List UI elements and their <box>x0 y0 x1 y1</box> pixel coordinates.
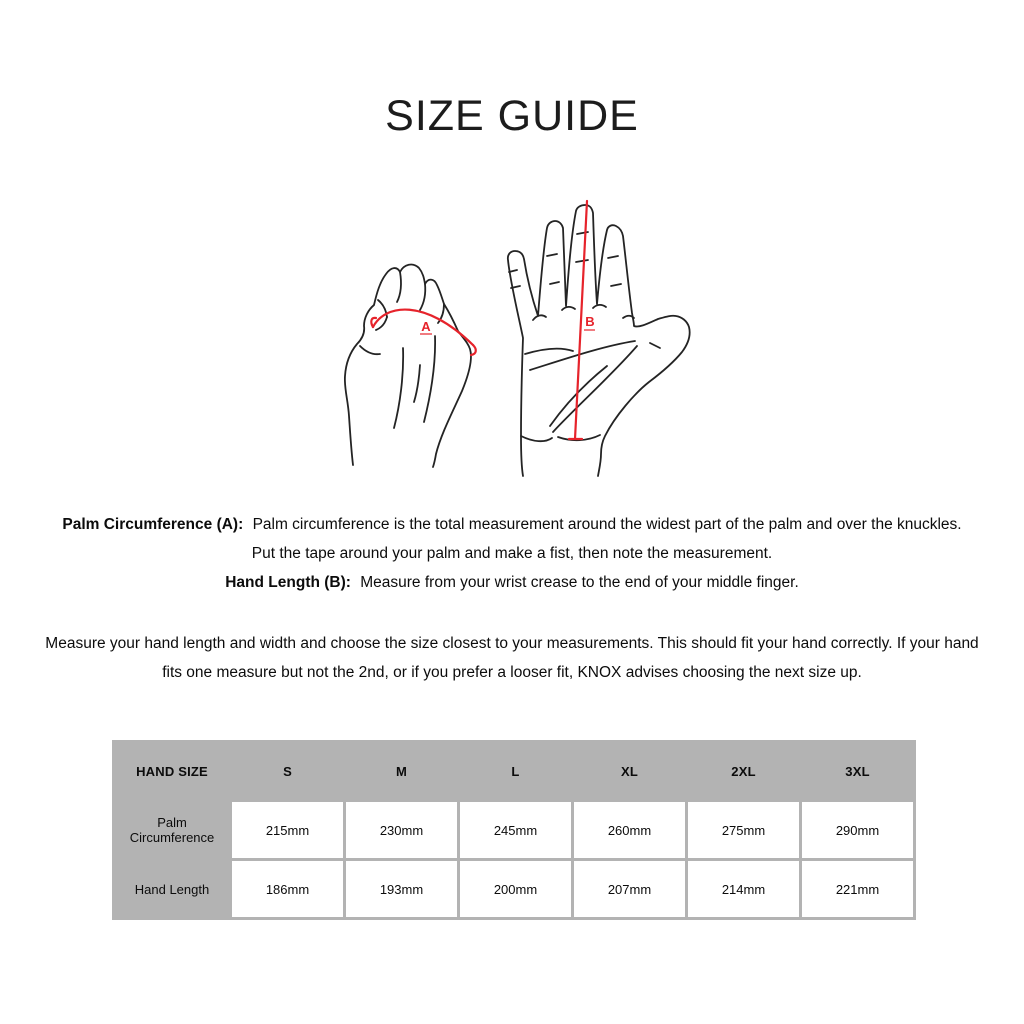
palm-circumference-text: Palm circumference is the total measurement around the widest part of the palm and over the knuckles. <box>252 516 962 533</box>
row-label-hand-length: Hand Length <box>134 881 210 897</box>
label-b: B <box>585 314 595 329</box>
instruction-line-tape <box>0 539 1024 568</box>
length-value-l: 200mm <box>460 861 571 917</box>
palm-value-3xl: 290mm <box>802 802 913 858</box>
sizing-note-line-2: fits one measure but not the 2nd, or if you prefer a looser fit, KNOX advises choosing the next size up. <box>162 664 862 681</box>
fist-outline <box>345 265 471 467</box>
size-table <box>112 740 916 920</box>
palm-illustration <box>495 196 700 480</box>
header-l: L <box>511 763 520 779</box>
page-title: SIZE GUIDE <box>385 92 639 140</box>
palm-value-m: 230mm <box>346 802 457 858</box>
palm-value-2xl: 275mm <box>688 802 799 858</box>
size-table-header-row <box>115 743 913 799</box>
tape-text: Put the tape around your palm and make a fist, then note the measurement. <box>251 545 773 562</box>
palm-outline <box>508 205 690 476</box>
sizing-note-line-1: Measure your hand length and width and choose the size closest to your measurements. This should fit your hand correctly. If your hand <box>45 635 979 652</box>
table-row-hand-length <box>115 861 913 917</box>
length-value-2xl: 214mm <box>688 861 799 917</box>
instruction-line-hand-length <box>0 568 1024 597</box>
hand-length-label: Hand Length (B): <box>225 574 351 591</box>
header-2xl: 2XL <box>731 763 756 779</box>
header-s: S <box>283 763 292 779</box>
length-value-xl: 207mm <box>574 861 685 917</box>
length-value-m: 193mm <box>346 861 457 917</box>
header-hand-size: HAND SIZE <box>136 763 208 779</box>
fist-illustration <box>340 260 485 470</box>
palm-circumference-label: Palm Circumference (A): <box>62 516 244 533</box>
palm-value-s: 215mm <box>232 802 343 858</box>
sizing-note <box>0 629 1024 687</box>
length-value-s: 186mm <box>232 861 343 917</box>
instruction-line-palm <box>0 510 1024 539</box>
header-m: M <box>395 763 408 779</box>
length-value-3xl: 221mm <box>802 861 913 917</box>
label-a: A <box>421 319 431 334</box>
measurement-instructions <box>0 510 1024 597</box>
palm-value-l: 245mm <box>460 802 571 858</box>
hand-length-text: Measure from your wrist crease to the end of your middle finger. <box>360 574 799 591</box>
header-xl: XL <box>620 763 638 779</box>
row-label-palm-circumference: Palm Circumference <box>129 815 215 845</box>
header-3xl: 3XL <box>845 763 870 779</box>
palm-value-xl: 260mm <box>574 802 685 858</box>
table-row-palm-circumference <box>115 802 913 858</box>
